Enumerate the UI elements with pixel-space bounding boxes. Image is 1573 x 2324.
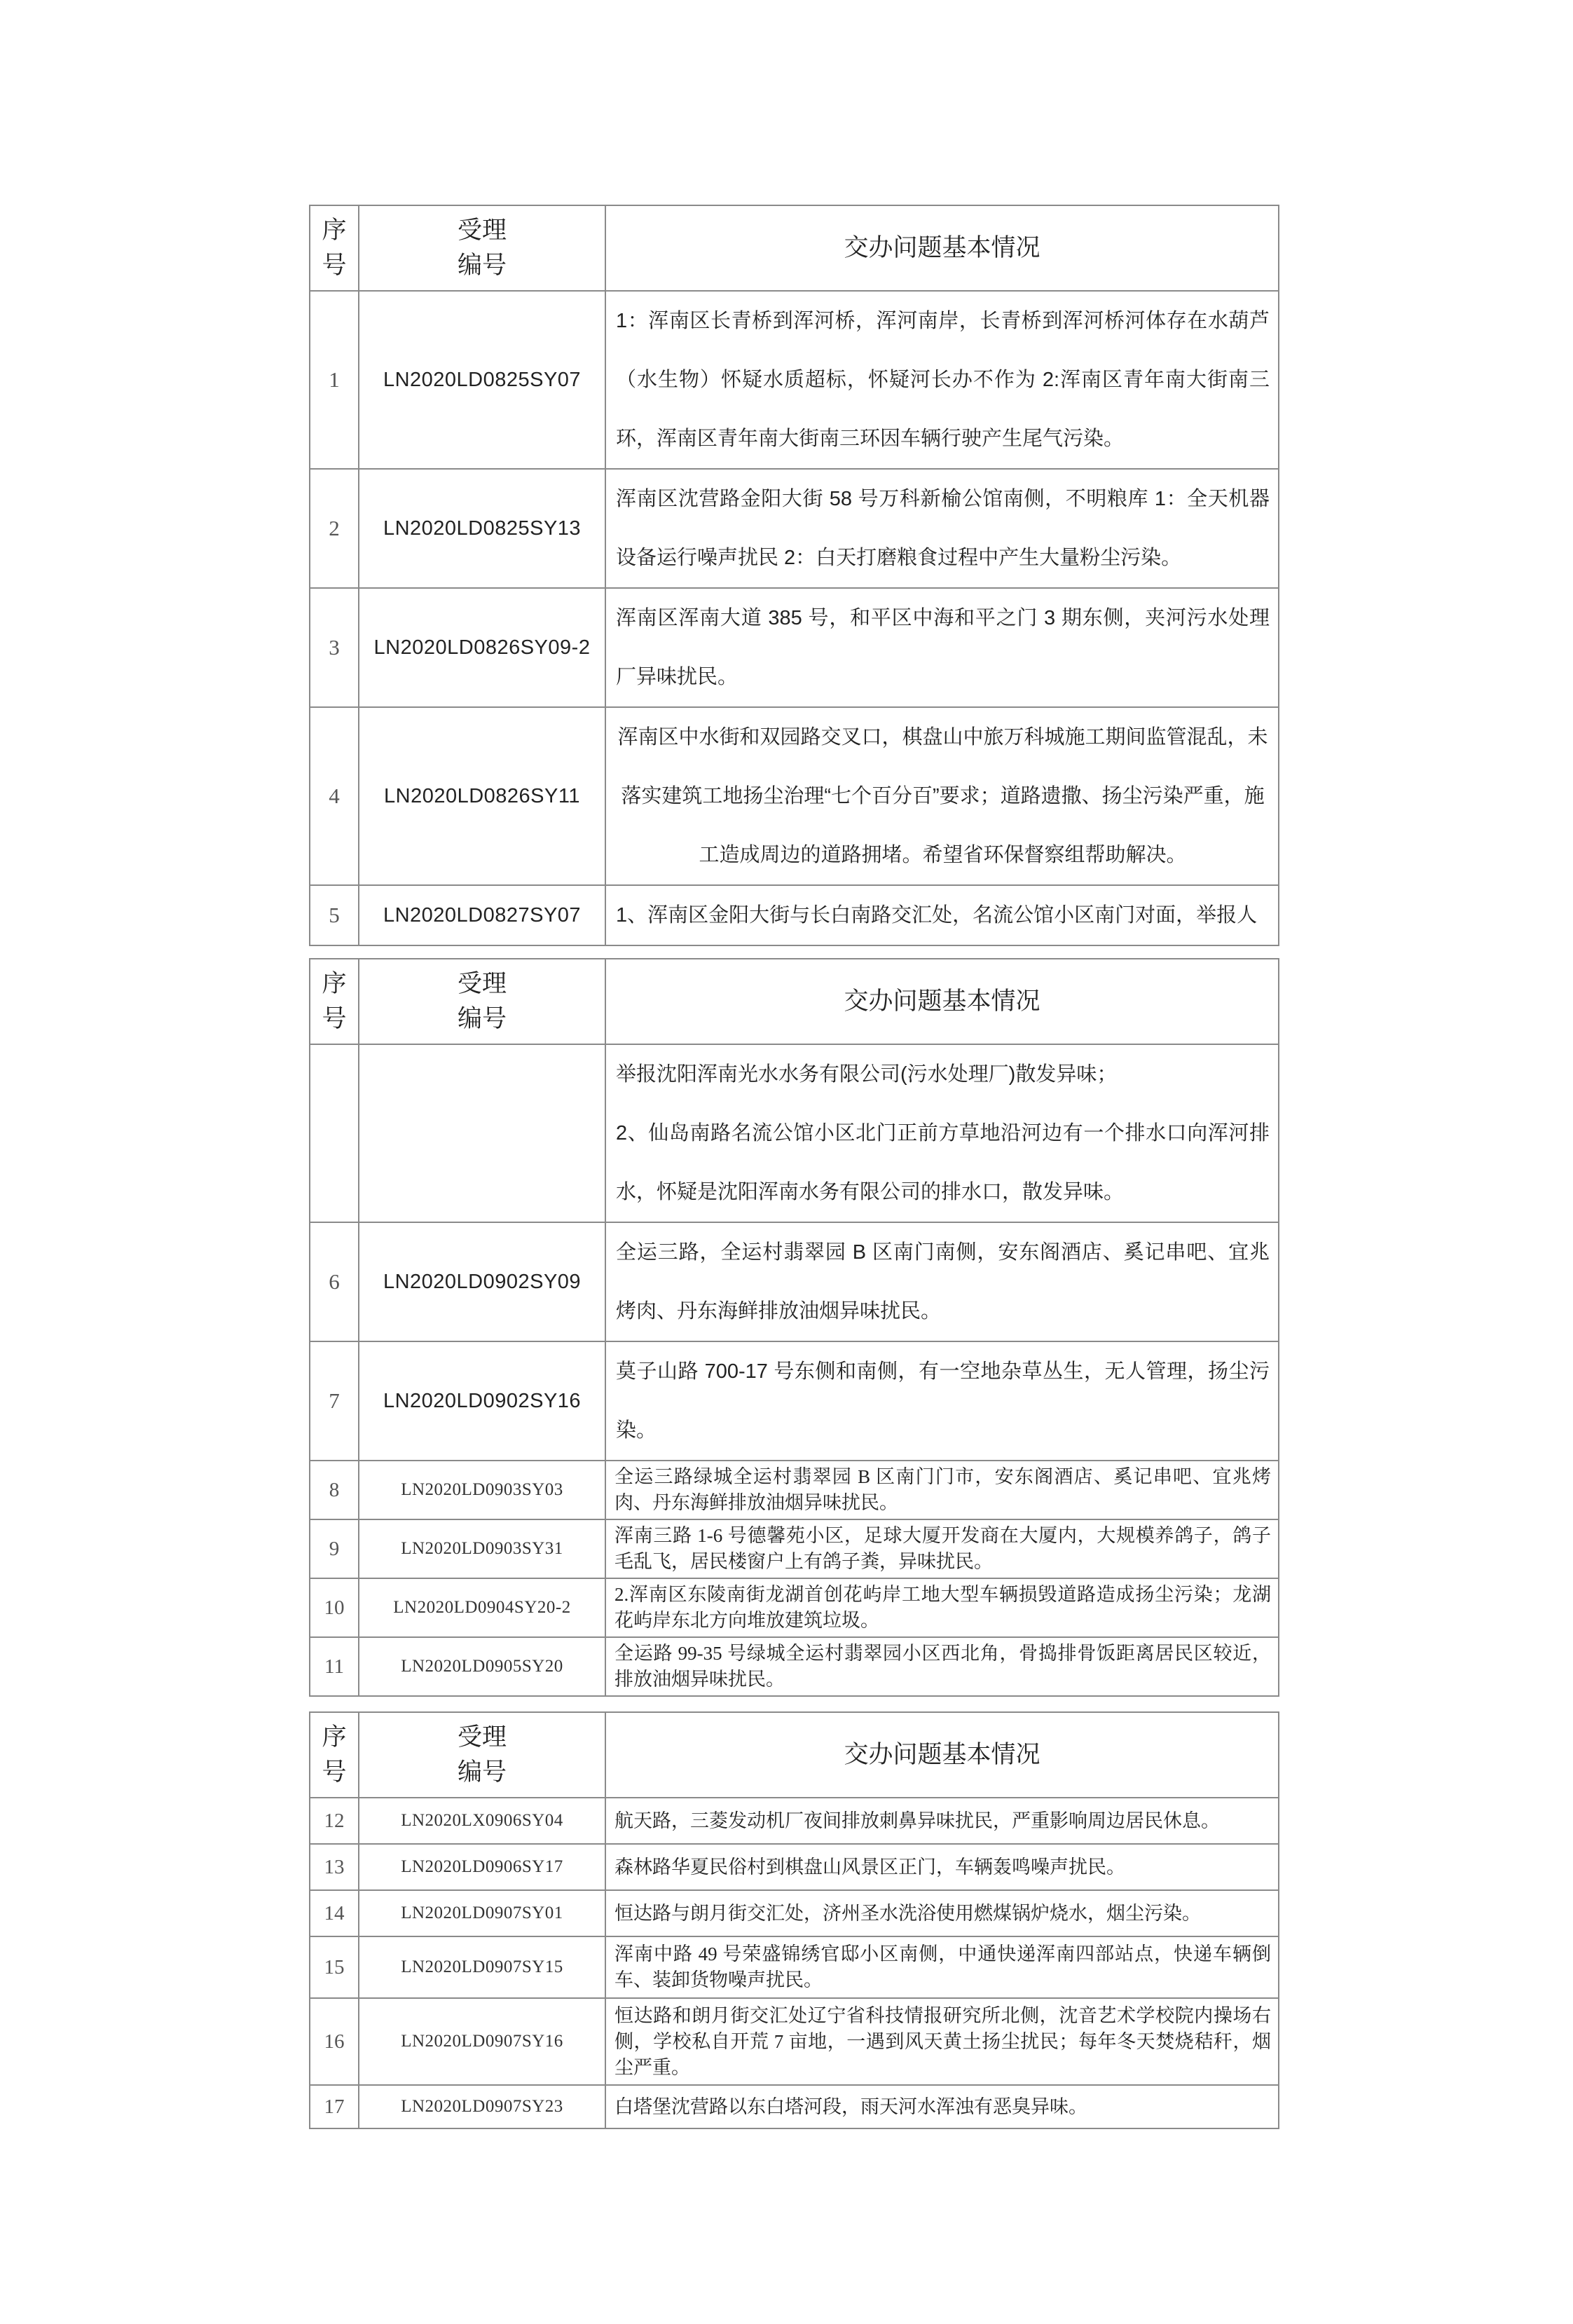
table-row xyxy=(310,707,1279,885)
case-description: 白塔堡沈营路以东白塔河段，雨天河水浑浊有恶臭异味。 xyxy=(605,2085,1279,2128)
table-row xyxy=(310,588,1279,707)
row-number: 4 xyxy=(310,707,359,885)
case-description: 浑南区沈营路金阳大街 58 号万科新榆公馆南侧，不明粮库 1：全天机器设备运行噪声扰民 2：白天打磨粮食过程中产生大量粉尘污染。 xyxy=(605,469,1279,588)
complaint-table-2 xyxy=(309,958,1279,1697)
header-code: 受理编号 xyxy=(359,1712,605,1798)
row-number xyxy=(310,1044,359,1222)
case-code: LN2020LD0825SY13 xyxy=(359,469,605,588)
table-row xyxy=(310,1890,1279,1936)
description-line: 举报沈阳浑南光水水务有限公司(污水处理厂)散发异味； xyxy=(616,1063,1118,1086)
table-row xyxy=(310,469,1279,588)
row-number: 7 xyxy=(310,1341,359,1461)
complaint-table-1 xyxy=(309,205,1279,946)
row-number: 11 xyxy=(310,1637,359,1696)
row-number: 6 xyxy=(310,1222,359,1341)
case-description: 全运三路绿城全运村翡翠园 B 区南门门市，安东阁酒店、奚记串吧、宜兆烤肉、丹东海鲜排放油烟异味扰民。 xyxy=(605,1461,1279,1519)
case-code: LN2020LD0903SY31 xyxy=(359,1519,605,1578)
case-description: 1、浑南区金阳大街与长白南路交汇处，名流公馆小区南门对面，举报人 xyxy=(605,885,1279,945)
table-row xyxy=(310,1844,1279,1890)
row-number: 3 xyxy=(310,588,359,707)
case-code: LN2020LD0904SY20-2 xyxy=(359,1578,605,1637)
table-header-row xyxy=(310,205,1279,291)
row-number: 17 xyxy=(310,2085,359,2128)
row-number: 5 xyxy=(310,885,359,945)
case-code xyxy=(359,1044,605,1222)
complaint-table-3 xyxy=(309,1711,1279,2129)
row-number: 12 xyxy=(310,1798,359,1844)
table-row xyxy=(310,1519,1279,1578)
header-seq: 序号 xyxy=(310,1712,359,1798)
table-row xyxy=(310,1461,1279,1519)
header-desc: 交办问题基本情况 xyxy=(605,1712,1279,1798)
header-seq: 序号 xyxy=(310,205,359,291)
table-row xyxy=(310,1222,1279,1341)
case-description: 浑南区浑南大道 385 号，和平区中海和平之门 3 期东侧，夹河污水处理厂异味扰民。 xyxy=(605,588,1279,707)
header-desc: 交办问题基本情况 xyxy=(605,205,1279,291)
case-description: 1：浑南区长青桥到浑河桥，浑河南岸，长青桥到浑河桥河体存在水葫芦（水生物）怀疑水质超标，怀疑河长办不作为 2:浑南区青年南大街南三环，浑南区青年南大街南三环因车辆行驶产生尾气污染。 xyxy=(605,291,1279,469)
case-code: LN2020LX0906SY04 xyxy=(359,1798,605,1844)
row-number: 16 xyxy=(310,1998,359,2085)
case-code: LN2020LD0826SY09-2 xyxy=(359,588,605,707)
header-code: 受理编号 xyxy=(359,205,605,291)
table-row xyxy=(310,2085,1279,2128)
table-row xyxy=(310,1578,1279,1637)
case-description: 浑南三路 1-6 号德馨苑小区，足球大厦开发商在大厦内，大规模养鸽子，鸽子毛乱飞，居民楼窗户上有鸽子粪，异味扰民。 xyxy=(605,1519,1279,1578)
table-row xyxy=(310,1798,1279,1844)
case-description: 全运三路，全运村翡翠园 B 区南门南侧，安东阁酒店、奚记串吧、宜兆烤肉、丹东海鲜排放油烟异味扰民。 xyxy=(605,1222,1279,1341)
case-description: 航天路，三菱发动机厂夜间排放刺鼻异味扰民，严重影响周边居民休息。 xyxy=(605,1798,1279,1844)
header-desc: 交办问题基本情况 xyxy=(605,959,1279,1044)
case-description: 浑南中路 49 号荣盛锦绣官邸小区南侧，中通快递浑南四部站点，快递车辆倒车、装卸货物噪声扰民。 xyxy=(605,1936,1279,1998)
description-line: 2、仙岛南路名流公馆小区北门正前方草地沿河边有一个排水口向浑河排水，怀疑是沈阳浑南水务有限公司的排水口，散发异味。 xyxy=(616,1122,1270,1203)
case-code: LN2020LD0825SY07 xyxy=(359,291,605,469)
case-code: LN2020LD0902SY16 xyxy=(359,1341,605,1461)
case-description: 2.浑南区东陵南街龙湖首创花屿岸工地大型车辆损毁道路造成扬尘污染；龙湖花屿岸东北方向堆放建筑垃圾。 xyxy=(605,1578,1279,1637)
case-code: LN2020LD0903SY03 xyxy=(359,1461,605,1519)
case-code: LN2020LD0906SY17 xyxy=(359,1844,605,1890)
case-description: 恒达路和朗月街交汇处辽宁省科技情报研究所北侧，沈音艺术学校院内操场右侧，学校私自开荒 7 亩地，一遇到风天黄土扬尘扰民；每年冬天焚烧秸秆，烟尘严重。 xyxy=(605,1998,1279,2085)
case-code: LN2020LD0907SY15 xyxy=(359,1936,605,1998)
table-header-row xyxy=(310,959,1279,1044)
row-number: 9 xyxy=(310,1519,359,1578)
case-description: 恒达路与朗月街交汇处，济州圣水洗浴使用燃煤锅炉烧水，烟尘污染。 xyxy=(605,1890,1279,1936)
header-code: 受理编号 xyxy=(359,959,605,1044)
row-number: 2 xyxy=(310,469,359,588)
row-number: 13 xyxy=(310,1844,359,1890)
case-description: 莫子山路 700-17 号东侧和南侧，有一空地杂草丛生，无人管理，扬尘污染。 xyxy=(605,1341,1279,1461)
case-code: LN2020LD0907SY16 xyxy=(359,1998,605,2085)
case-description xyxy=(605,1044,1279,1222)
row-number: 14 xyxy=(310,1890,359,1936)
header-seq: 序号 xyxy=(310,959,359,1044)
table-row xyxy=(310,1044,1279,1222)
row-number: 15 xyxy=(310,1936,359,1998)
case-description: 浑南区中水街和双园路交叉口，棋盘山中旅万科城施工期间监管混乱，未落实建筑工地扬尘治理“七个百分百”要求；道路遗撒、扬尘污染严重，施工造成周边的道路拥堵。希望省环保督察组帮助解决。 xyxy=(605,707,1279,885)
table-header-row xyxy=(310,1712,1279,1798)
case-code: LN2020LD0902SY09 xyxy=(359,1222,605,1341)
table-row xyxy=(310,885,1279,945)
case-code: LN2020LD0827SY07 xyxy=(359,885,605,945)
row-number: 1 xyxy=(310,291,359,469)
row-number: 8 xyxy=(310,1461,359,1519)
case-code: LN2020LD0907SY23 xyxy=(359,2085,605,2128)
row-number: 10 xyxy=(310,1578,359,1637)
case-description: 森林路华夏民俗村到棋盘山风景区正门，车辆轰鸣噪声扰民。 xyxy=(605,1844,1279,1890)
table-row xyxy=(310,1998,1279,2085)
table-row xyxy=(310,1341,1279,1461)
table-row xyxy=(310,1637,1279,1696)
case-code: LN2020LD0907SY01 xyxy=(359,1890,605,1936)
case-code: LN2020LD0905SY20 xyxy=(359,1637,605,1696)
case-description: 全运路 99-35 号绿城全运村翡翠园小区西北角，骨捣排骨饭距离居民区较近，排放油烟异味扰民。 xyxy=(605,1637,1279,1696)
table-row xyxy=(310,291,1279,469)
table-row xyxy=(310,1936,1279,1998)
case-code: LN2020LD0826SY11 xyxy=(359,707,605,885)
